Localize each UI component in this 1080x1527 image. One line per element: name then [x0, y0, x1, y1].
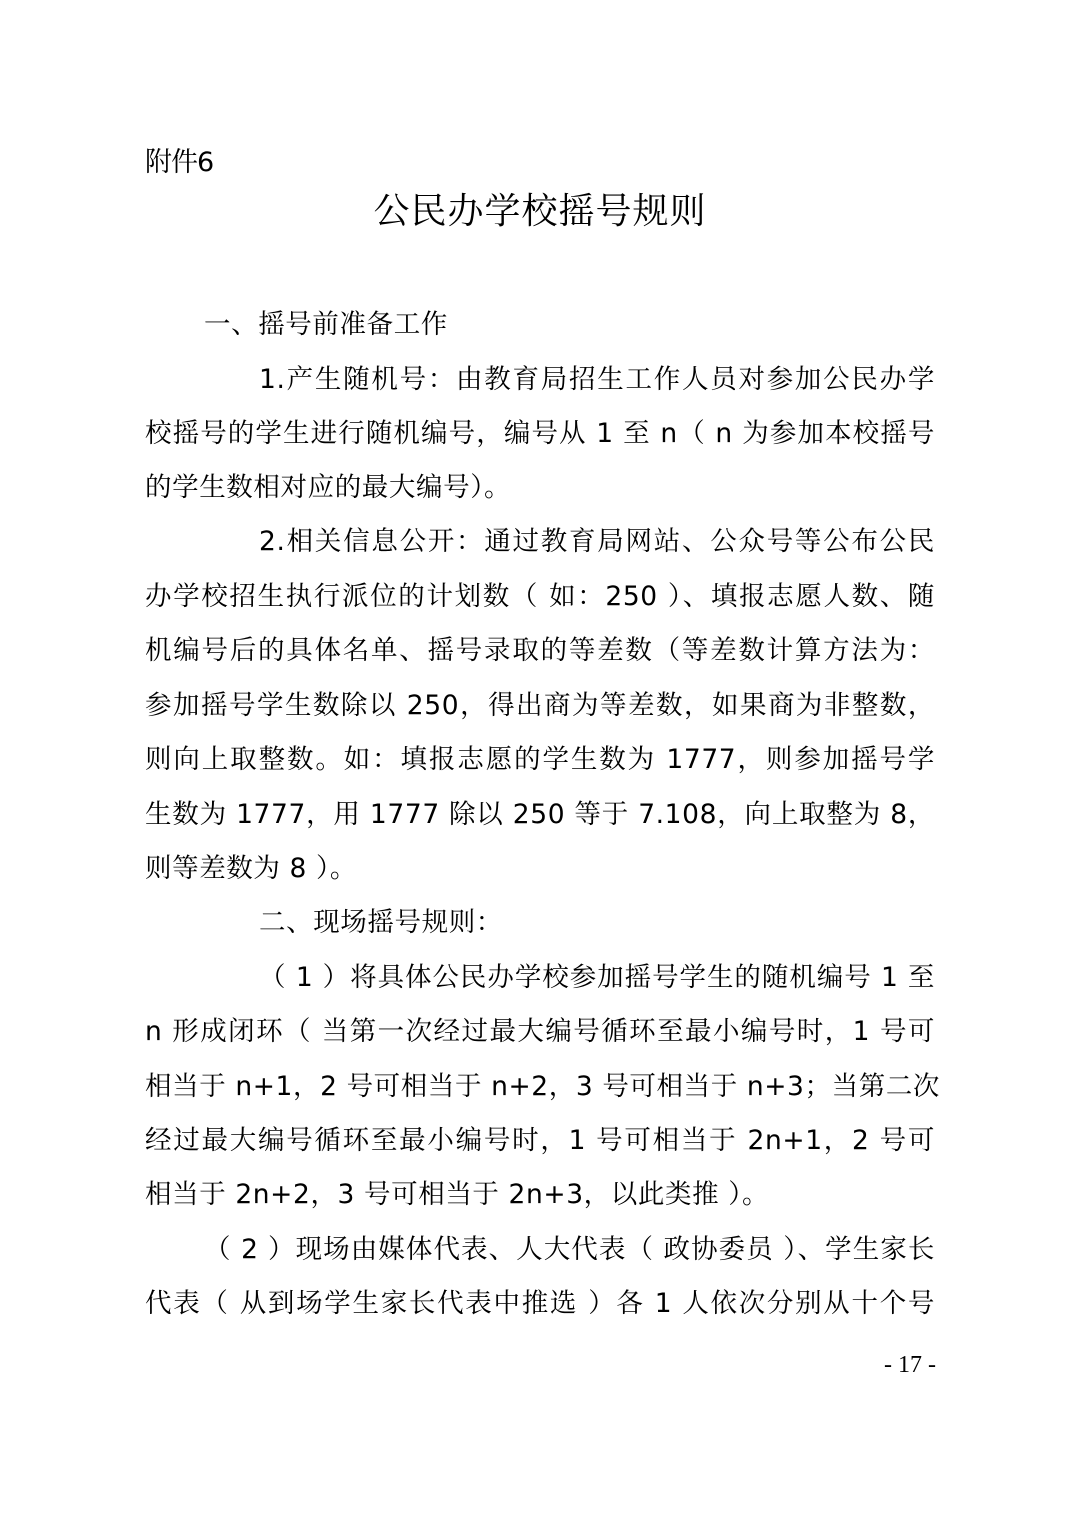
- paragraph-line: 的学生数相对应的最大编号）。: [145, 472, 512, 503]
- paragraph-line: 参加摇号学生数除以 250，得出商为等差数，如果商为非整数，: [145, 690, 935, 721]
- section-heading-2: 二、现场摇号规则：: [259, 907, 503, 938]
- page-number: - 17 -: [884, 1352, 936, 1378]
- paragraph-line: 生数为 1777，用 1777 除以 250 等于 7.108，向上取整为 8，: [145, 799, 935, 830]
- document-title: 公民办学校摇号规则: [373, 191, 707, 232]
- section-heading-1: 一、摇号前准备工作: [204, 309, 448, 340]
- paragraph-line: 则等差数为 8 ）。: [145, 853, 357, 884]
- paragraph-line: 1.产生随机号：由教育局招生工作人员对参加公民办学: [259, 364, 935, 395]
- paragraph-line: 办学校招生执行派位的计划数（ 如：250 ）、填报志愿人数、随: [145, 581, 935, 612]
- paragraph-line: n 形成闭环（ 当第一次经过最大编号循环至最小编号时，1 号可: [145, 1016, 935, 1047]
- paragraph-line: 2.相关信息公开：通过教育局网站、公众号等公布公民: [259, 526, 935, 557]
- paragraph-line: 相当于 2n+2，3 号可相当于 2n+3，以此类推 ）。: [145, 1179, 770, 1210]
- paragraph-line: 则向上取整数。如：填报志愿的学生数为 1777，则参加摇号学: [145, 744, 935, 775]
- paragraph-line: 机编号后的具体名单、摇号录取的等差数（等差数计算方法为：: [145, 635, 935, 666]
- paragraph-line: 代表（ 从到场学生家长代表中推选 ）各 1 人依次分别从十个号: [145, 1288, 935, 1319]
- attachment-label: 附件6: [145, 147, 214, 178]
- paragraph-line: （ 1 ）将具体公民办学校参加摇号学生的随机编号 1 至: [259, 962, 935, 993]
- paragraph-line: 相当于 n+1，2 号可相当于 n+2，3 号可相当于 n+3；当第二次: [145, 1071, 941, 1102]
- paragraph-line: 校摇号的学生进行随机编号，编号从 1 至 n（ n 为参加本校摇号: [145, 418, 935, 449]
- paragraph-line: 经过最大编号循环至最小编号时，1 号可相当于 2n+1，2 号可: [145, 1125, 935, 1156]
- paragraph-line: （ 2 ）现场由媒体代表、人大代表（ 政协委员 ）、学生家长: [204, 1234, 935, 1265]
